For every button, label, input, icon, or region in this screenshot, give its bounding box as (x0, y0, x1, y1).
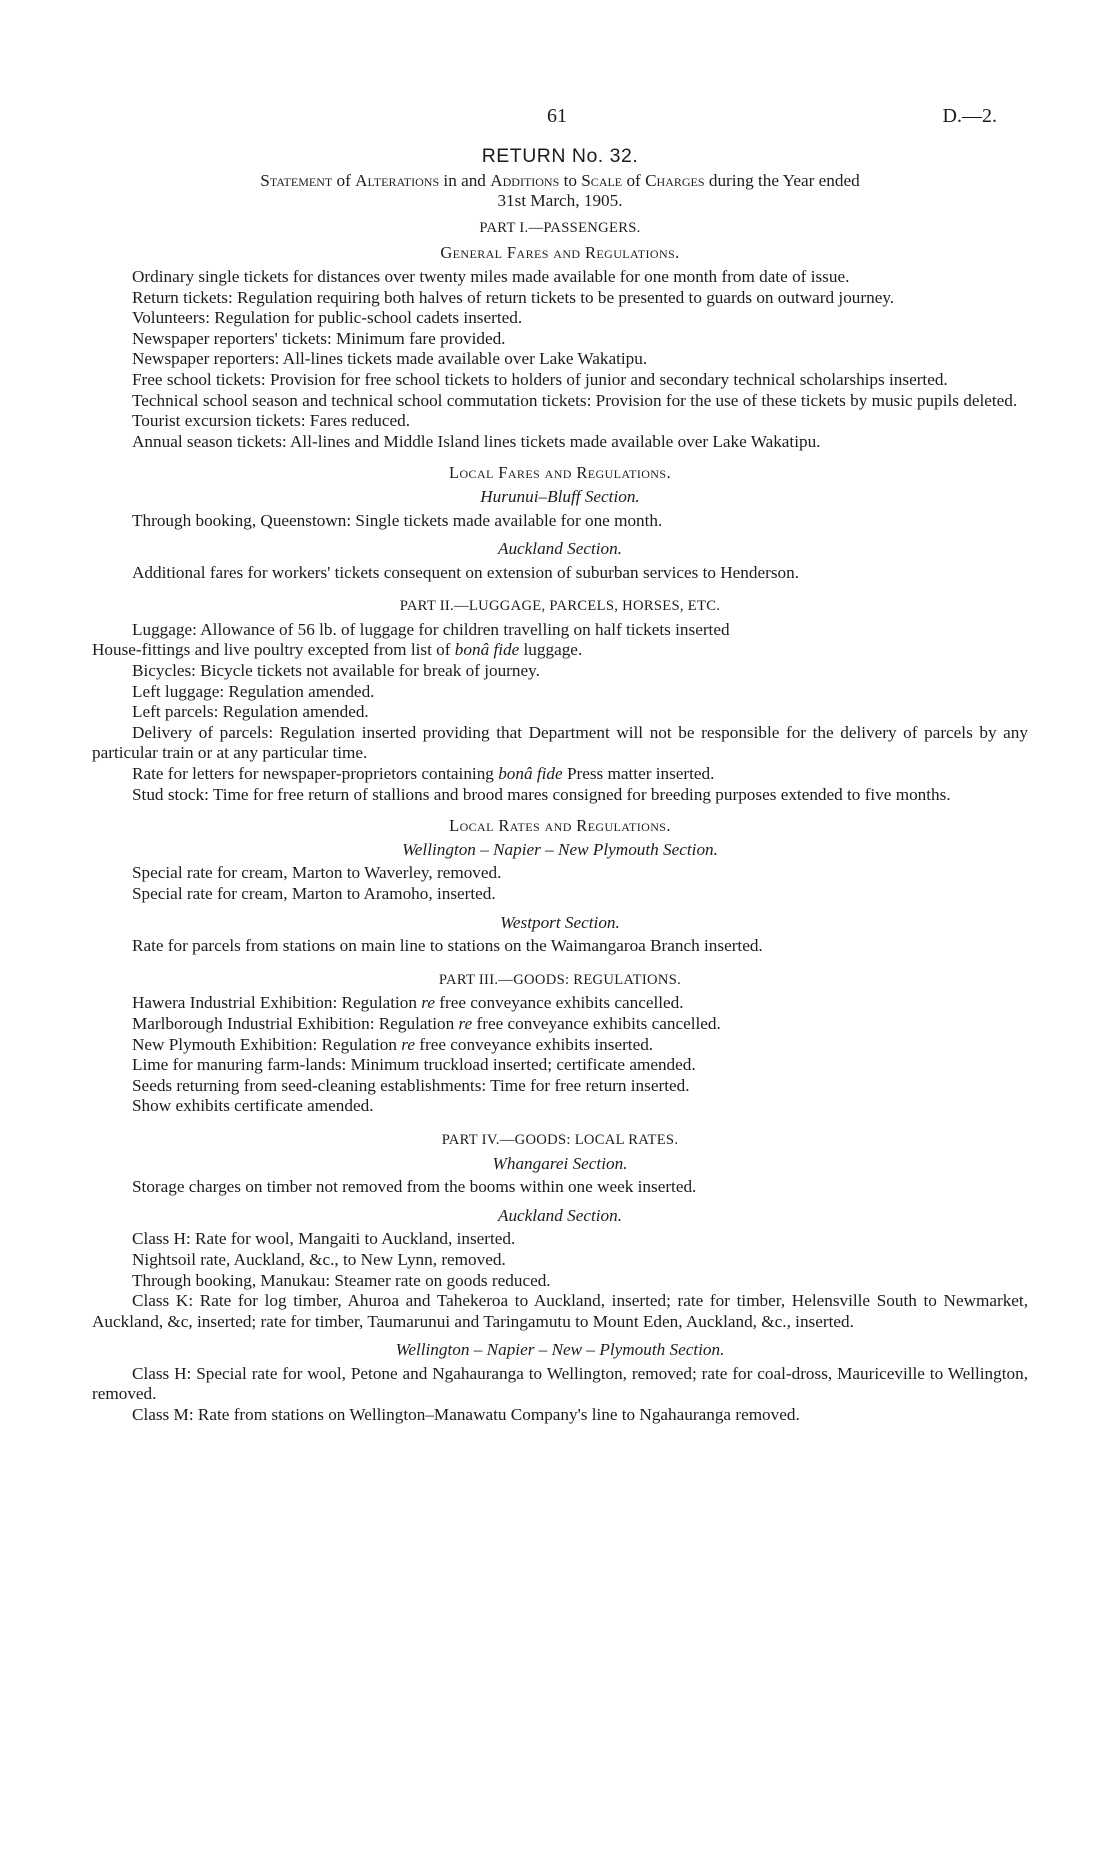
entry-storage-timber: Storage charges on timber not removed from the booms within one week inserted. (132, 1177, 697, 1197)
statement-word: to (559, 170, 582, 190)
statement-word: of (622, 170, 646, 190)
westport-section-title: Westport Section. (500, 912, 620, 932)
statement-word: Scale (581, 170, 623, 190)
entry-text: Hawera Industrial Exhibition: Regulation (132, 993, 422, 1013)
page-header (0, 106, 1114, 132)
entry-annual-season: Annual season tickets: All-lines and Middle Island lines tickets made available over Lake Wakatipu. (132, 431, 821, 451)
statement-word: Statement (260, 170, 333, 190)
entry-text: free conveyance exhibits inserted. (414, 1034, 654, 1054)
entry-house-fittings (92, 640, 1028, 661)
page-content (92, 146, 1028, 1426)
entry-text-italic: bonâ fide (454, 640, 520, 660)
entry-text-italic: re (401, 1034, 415, 1054)
entry-left-luggage: Left luggage: Regulation amended. (132, 681, 375, 701)
entry-text: free conveyance exhibits cancelled. (472, 1013, 721, 1033)
statement-word: Charges (645, 170, 705, 190)
auckland-goods-section-title: Auckland Section. (497, 1205, 623, 1225)
general-fares-heading: General Fares and Regulations. (440, 243, 680, 263)
hurunui-bluff-section-title: Hurunui–Bluff Section. (480, 486, 640, 506)
statement-word: during the Year ended (704, 170, 860, 190)
local-fares-heading: Local Fares and Regulations. (449, 463, 671, 483)
local-rates-heading: Local Rates and Regulations. (449, 816, 671, 836)
entry-technical-school: Technical school season and technical school commutation tickets: Provision for the use of these tickets by music pupils deleted. (132, 390, 1018, 410)
entry-nightsoil: Nightsoil rate, Auckland, &c., to New Lynn, removed. (132, 1249, 506, 1269)
entry-lime-manuring: Lime for manuring farm-lands: Minimum truckload inserted; certificate amended. (132, 1055, 696, 1075)
entry-left-parcels: Left parcels: Regulation amended. (132, 702, 369, 722)
return-title: RETURN No. 32. (481, 145, 639, 167)
wellington-goods-section-title: Wellington – Napier – New – Plymouth Section. (395, 1340, 725, 1360)
entry-delivery-parcels: Delivery of parcels: Regulation inserted providing that Department will not be responsible for the delivery of parcels by any particular train or at any particular time. (92, 722, 1028, 763)
entry-bicycles: Bicycles: Bicycle tickets not available for break of journey. (132, 661, 540, 681)
entry-manukau-booking: Through booking, Manukau: Steamer rate on goods reduced. (132, 1270, 551, 1290)
entry-text: House-fittings and live poultry excepted from list of (92, 640, 455, 660)
entry-class-h-petone: Class H: Special rate for wool, Petone and Ngahauranga to Wellington, removed; rate for coal-dross, Mauriceville to Wellington, removed. (92, 1363, 1028, 1404)
page-number: 61 (547, 105, 567, 127)
entry-text: Rate for letters for newspaper-proprietors containing (132, 764, 499, 784)
whangarei-section-title: Whangarei Section. (492, 1153, 628, 1173)
statement-heading (92, 171, 1028, 212)
entry-text-italic: bonâ fide (498, 764, 563, 784)
entry-class-k-timber: Class K: Rate for log timber, Ahuroa and Tahekeroa to Auckland, inserted; rate for timber, Helensville South to Newmarket, Auckland, &c, inserted; rate for timber, Taumarunui and Taringamutu to Mount Eden, Auckland, &c., inserted. (92, 1291, 1028, 1331)
entry-text-italic: re (421, 993, 435, 1013)
entry-cream-waverley: Special rate for cream, Marton to Waverley, removed. (132, 863, 502, 883)
entry-class-h-wool: Class H: Rate for wool, Mangaiti to Auckland, inserted. (132, 1229, 516, 1249)
entry-free-school-tickets: Free school tickets: Provision for free school tickets to holders of junior and secondary technical scholarships inserted. (132, 369, 948, 389)
entry-through-booking-queenstown: Through booking, Queenstown: Single tickets made available for one month. (132, 510, 663, 530)
entry-new-plymouth-exhibition (92, 1035, 1028, 1056)
part-2-title: PART II.—LUGGAGE, PARCELS, HORSES, ETC. (399, 598, 721, 615)
entry-newspaper-letters (92, 764, 1028, 785)
entry-return-tickets: Return tickets: Regulation requiring both halves of return tickets to be presented to guards on outward journey. (132, 287, 895, 307)
entry-tourist-excursion: Tourist excursion tickets: Fares reduced. (132, 411, 411, 431)
part-1-title: PART I.—PASSENGERS. (479, 219, 641, 236)
entry-text: Press matter inserted. (562, 764, 715, 784)
auckland-section-title: Auckland Section. (497, 539, 623, 559)
entry-text: New Plymouth Exhibition: Regulation (132, 1034, 402, 1054)
part-4-title: PART IV.—GOODS: LOCAL RATES. (441, 1131, 679, 1148)
entry-marlborough-exhibition (92, 1014, 1028, 1035)
entry-reporters-all-lines: Newspaper reporters: All-lines tickets made available over Lake Wakatipu. (132, 349, 648, 369)
statement-word: of (332, 170, 356, 190)
entry-ordinary-single: Ordinary single tickets for distances over twenty miles made available for one month from date of issue. (132, 266, 850, 286)
statement-word: in and (439, 170, 491, 190)
entry-text-italic: re (458, 1013, 473, 1033)
statement-word: Alterations (355, 170, 440, 190)
entry-class-m-manawatu: Class M: Rate from stations on Wellington–Manawatu Company's line to Ngahauranga removed. (132, 1405, 800, 1425)
entry-cream-aramoho: Special rate for cream, Marton to Aramoho, inserted. (132, 884, 496, 903)
document-reference: D.—2. (942, 105, 997, 127)
entry-text: Marlborough Industrial Exhibition: Regulation (132, 1013, 459, 1033)
statement-date: 31st March, 1905. (497, 191, 623, 211)
entry-show-exhibits: Show exhibits certificate amended. (132, 1096, 374, 1116)
entry-stud-stock: Stud stock: Time for free return of stallions and brood mares consigned for breeding purposes extended to five months. (132, 784, 951, 804)
wellington-napier-section-title: Wellington – Napier – New Plymouth Section. (402, 839, 718, 859)
entry-text: luggage. (519, 640, 583, 660)
statement-word: Additions (490, 170, 560, 190)
entry-text: free conveyance exhibits cancelled. (434, 993, 684, 1013)
entry-waimangaroa-parcels: Rate for parcels from stations on main line to stations on the Waimangaroa Branch inserted. (132, 936, 763, 956)
part-3-title: PART III.—GOODS: REGULATIONS. (438, 971, 682, 988)
entry-hawera-exhibition (92, 993, 1028, 1014)
entry-seeds-returning: Seeds returning from seed-cleaning establishments: Time for free return inserted. (132, 1075, 690, 1095)
entry-workers-tickets: Additional fares for workers' tickets consequent on extension of suburban services to Henderson. (132, 562, 800, 582)
entry-luggage: Luggage: Allowance of 56 lb. of luggage for children travelling on half tickets inserted (132, 619, 730, 639)
entry-reporters-tickets: Newspaper reporters' tickets: Minimum fare provided. (132, 328, 506, 348)
entry-volunteers: Volunteers: Regulation for public-school cadets inserted. (132, 308, 523, 328)
